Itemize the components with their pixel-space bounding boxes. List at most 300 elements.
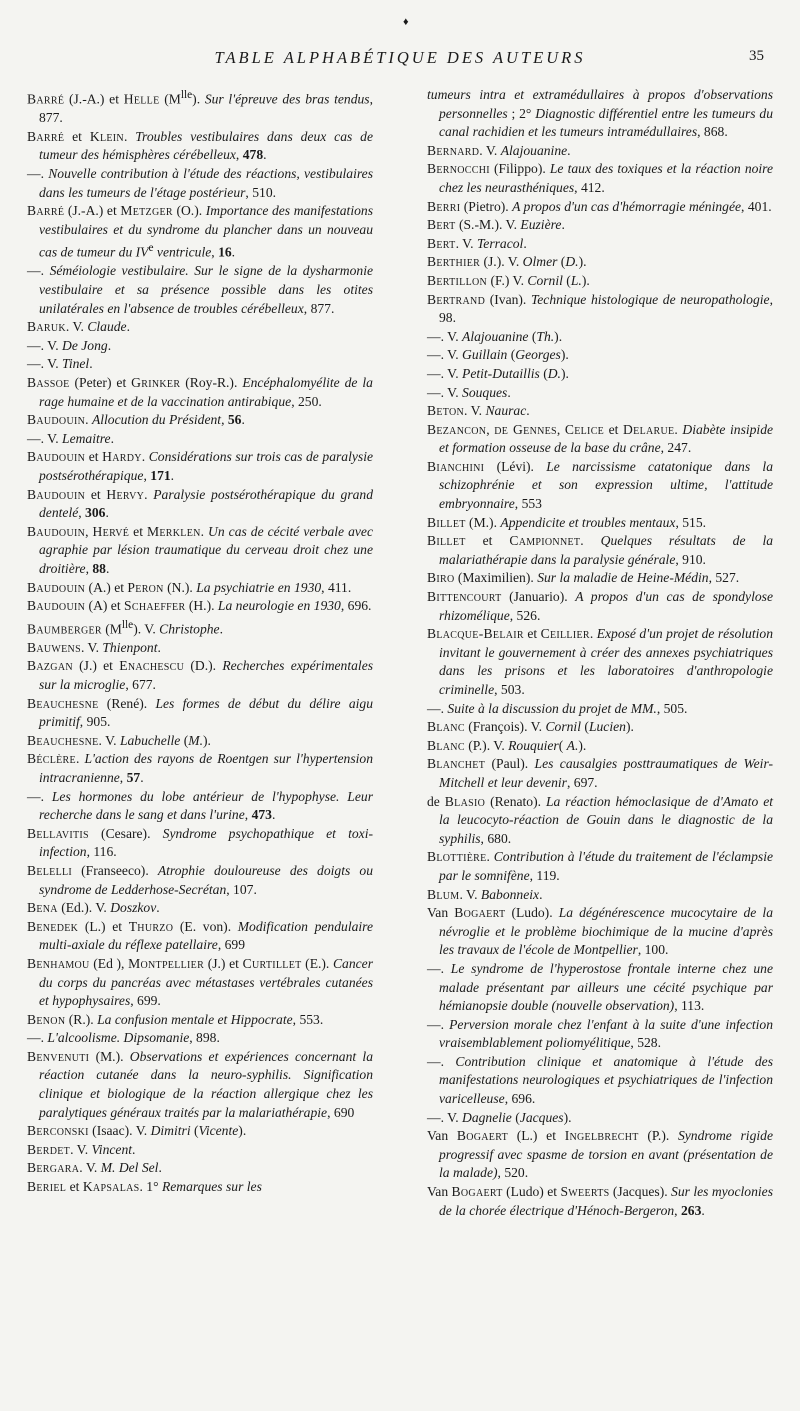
entry-title: Sur les myoclonies de la chorée électrique d'Hénoch-Bergeron — [439, 1184, 773, 1218]
index-entry — [27, 657, 373, 694]
author-name: Bertillon — [427, 272, 488, 288]
entry-text: . — [105, 560, 110, 576]
entry-text: ( — [557, 254, 566, 270]
entry-text: . V. — [65, 319, 88, 335]
index-entry — [427, 272, 773, 291]
author-name: Bittencourt — [427, 589, 502, 605]
page-ref-bold: 16 — [218, 244, 232, 260]
entry-text: (L.) et — [78, 918, 129, 934]
entry-text: . — [89, 356, 93, 372]
entry-text: , 877. — [39, 91, 374, 126]
entry-text: , 680. — [480, 830, 512, 846]
entry-text: , 527. — [708, 570, 740, 586]
author-name: Beauchesne — [27, 695, 99, 711]
index-entry — [427, 365, 773, 384]
entry-text: —. — [27, 263, 50, 279]
entry-text: . — [567, 142, 571, 158]
entry-text: , — [78, 505, 86, 521]
author-name: Bauwens — [27, 639, 81, 655]
author-name: Barré — [27, 128, 65, 144]
running-header — [0, 48, 800, 72]
author-name: Schaeffer — [124, 598, 186, 614]
page-ref-bold: 263 — [680, 1202, 702, 1218]
entry-text: . — [75, 751, 85, 767]
index-entry — [27, 1178, 373, 1197]
entry-text: e — [148, 242, 154, 255]
entry-text: —. — [27, 165, 49, 181]
entry-title: Appendicite et troubles mentaux — [500, 514, 676, 530]
index-entry — [27, 750, 373, 787]
entry-text: (Lévi). — [484, 458, 547, 474]
index-entry — [27, 695, 373, 732]
entry-text: ; 2° — [507, 105, 536, 121]
index-entry — [27, 1029, 373, 1048]
index-entry — [427, 328, 773, 347]
entry-text: , — [85, 523, 93, 539]
entry-text: —. V. — [27, 430, 63, 446]
page-ref-bold: 478 — [242, 147, 264, 163]
index-entry — [427, 291, 773, 328]
entry-text: —. V. — [427, 365, 463, 381]
entry-title: Technique histologique de neuropathologie — [530, 291, 770, 307]
entry-title: Sur la maladie de Heine-Médin — [537, 570, 709, 586]
entry-text: , — [119, 769, 127, 785]
right-column — [427, 86, 773, 1220]
entry-title: La confusion mentale et Hippocrate — [97, 1011, 293, 1027]
author-name: Berri — [427, 198, 461, 214]
entry-title: Diagnostic différentiel entre les tumeurs du canal rachidien et les tumeurs intramédullaires — [439, 105, 773, 140]
entry-text: , 520. — [497, 1165, 529, 1181]
entry-text: , — [244, 807, 252, 823]
index-entry — [27, 448, 373, 485]
entry-title: Considérations sur trois cas de paralysie postsérothérapique — [39, 449, 373, 483]
index-entry — [27, 899, 373, 918]
entry-text: . — [507, 384, 511, 400]
entry-text: (François). V. — [464, 719, 546, 735]
entry-text: , 677. — [125, 677, 156, 692]
index-entry — [427, 402, 773, 421]
author-name: Bert — [427, 235, 456, 251]
entry-text: Van — [427, 1128, 457, 1144]
entry-text: . — [526, 403, 530, 419]
entry-text: , 528. — [630, 1035, 661, 1051]
author-name: Benvenuti — [27, 1048, 90, 1064]
entry-text: . — [170, 467, 175, 483]
entry-title: La réaction hémoclasique de d'Amato et la leucocyto-réaction de Gouin dans le diagnostic de la syphilis — [439, 793, 773, 846]
entry-title: Modification pendulaire multi-axiale du réflexe patellaire — [39, 918, 373, 953]
entry-text: . V. — [464, 403, 486, 419]
index-entry — [27, 1011, 373, 1030]
entry-text: ). V. — [133, 621, 160, 637]
entry-title: La dégénérescence mucocytaire de la névroglie et le problème biochimique de la mucine d'après les travaux de l'école de Montpellier — [439, 905, 773, 958]
entry-title: Alajouanine — [462, 328, 529, 344]
index-entry — [27, 862, 373, 899]
entry-title: Lucien — [588, 719, 626, 735]
author-name: Metzger — [120, 203, 173, 219]
entry-title: Dimitri — [150, 1123, 191, 1139]
author-name: Bernard — [427, 142, 480, 158]
entry-title: Dagnelie — [462, 1109, 512, 1125]
index-entry — [427, 253, 773, 272]
index-entry — [27, 1159, 373, 1178]
entry-text: ( — [180, 732, 189, 748]
entry-title: Atrophie douloureuse des doigts ou syndrome de Ledderhose-Secrétan — [39, 862, 373, 897]
entry-title: Contribution clinique et anatomique à l'étude des manifestations neurologiques et psychiatriques de l'infection varicelleuse — [439, 1053, 774, 1107]
entry-text: (Roy-R.). — [180, 374, 243, 390]
author-name: Billet — [427, 514, 466, 530]
index-entry — [27, 788, 373, 825]
entry-text: , 526. — [509, 607, 541, 623]
entry-title: Doszkov — [110, 900, 157, 916]
entry-title: A. — [566, 737, 579, 753]
author-name: Beriel — [27, 1179, 67, 1195]
entry-title: Georges — [515, 347, 561, 363]
entry-title: Alajouanine — [500, 142, 568, 158]
entry-title: Les formes de début du délire aigu primitif — [39, 695, 373, 730]
entry-text: , 697. — [566, 774, 598, 790]
entry-text: —. V. — [27, 356, 63, 372]
entry-text: ). — [560, 347, 569, 363]
entry-title: M. — [188, 732, 204, 748]
index-entry — [27, 86, 373, 128]
author-name: Enachescu — [119, 658, 185, 674]
author-name: de Gennes — [494, 421, 557, 437]
entry-text: , 412. — [574, 179, 605, 195]
index-entry — [27, 579, 373, 598]
author-name: Blanc — [427, 719, 465, 735]
index-entry — [427, 848, 773, 885]
entry-title: Suite à la discussion du projet de MM. — [447, 700, 657, 716]
author-name: Barré — [27, 91, 65, 107]
author-name: Blanchet — [427, 756, 486, 772]
author-name: Berdet — [27, 1141, 71, 1157]
index-entry — [27, 128, 373, 165]
entry-title: Observations et expériences concernant la réaction cutanée dans la neuro-syphilis. Signification clinique et biologique de la réaction allergique chez les paralytiques généraux traités par la malariathérapie — [39, 1048, 373, 1120]
author-name: Bert — [427, 217, 456, 233]
entry-title: Labuchelle — [119, 732, 181, 748]
entry-text: —. — [427, 1053, 456, 1069]
entry-text: , 510. — [245, 184, 277, 200]
author-name: Belelli — [27, 862, 73, 878]
entry-text: . — [144, 486, 154, 502]
author-name: Baudouin — [27, 598, 86, 614]
index-entry — [27, 732, 373, 751]
entry-text: , 877. — [303, 300, 335, 316]
index-entry — [427, 346, 773, 365]
entry-text: . V. — [455, 235, 477, 251]
index-entry — [27, 523, 373, 579]
entry-text: , 247. — [660, 440, 692, 456]
entry-title: Lemaitre — [62, 430, 111, 446]
entry-text: , 898. — [189, 1030, 220, 1046]
index-entry — [427, 793, 773, 849]
author-name: Campionnet — [509, 533, 581, 549]
entry-title: Nouvelle contribution à l'étude des réactions, vestibulaires dans les tumeurs de l'étage postérieur — [39, 165, 373, 200]
entry-text: , — [674, 1202, 681, 1218]
entry-text: (Renato). — [485, 793, 546, 809]
entry-title: Cornil — [545, 719, 581, 735]
entry-text: . V. — [80, 639, 103, 655]
entry-text: (E. von). — [173, 918, 238, 934]
entry-text: Van — [427, 905, 455, 921]
entry-text: et — [523, 626, 541, 642]
page-number: 35 — [749, 48, 764, 64]
index-entry — [27, 825, 373, 862]
entry-text: et — [465, 533, 510, 549]
entry-text: ( — [511, 1109, 520, 1125]
entry-title: La neurologie en 1930 — [217, 598, 341, 614]
author-name: Merklen — [147, 523, 201, 539]
author-name: Bogaert — [451, 1184, 503, 1200]
entry-text: ). — [563, 1109, 572, 1125]
index-entry — [27, 955, 373, 1011]
entry-text: . — [241, 412, 245, 428]
entry-text: ). — [238, 1123, 247, 1139]
page-ref-bold: 171 — [150, 467, 171, 483]
index-entry — [27, 597, 373, 616]
entry-text: . — [85, 412, 92, 428]
entry-text: (J.-A.) et — [64, 203, 121, 219]
entry-text: ). — [625, 719, 634, 735]
entry-text: . V. — [459, 886, 481, 902]
entry-text: , 116. — [86, 844, 117, 860]
entry-text: et — [85, 449, 103, 465]
entry-title: Jacques — [519, 1109, 564, 1125]
page-ref-bold: 56 — [227, 412, 242, 428]
author-name: Hardy — [102, 449, 142, 465]
author-name: Benhamou — [27, 955, 90, 971]
author-name: Blanc — [427, 737, 465, 753]
entry-title: Paralysie postsérothérapique du grand dentelé — [39, 486, 373, 521]
entry-title: D. — [565, 254, 579, 270]
entry-title: A propos d'un cas de spondylose rhizomélique — [439, 589, 773, 623]
entry-title: Contribution à l'étude du traitement de l'éclampsie par le somnifène — [439, 849, 773, 883]
entry-text: , 699 — [217, 937, 245, 953]
entry-text: . — [141, 449, 149, 465]
author-name: Baudouin — [27, 449, 86, 465]
entry-text: (Cesare). — [88, 825, 163, 841]
entry-text: , — [211, 244, 219, 260]
author-name: Klein — [89, 128, 124, 144]
entry-text: , 868. — [697, 124, 728, 140]
index-entry — [427, 216, 773, 235]
index-entry — [427, 532, 773, 569]
entry-text: , 699. — [130, 993, 161, 1009]
index-entry — [27, 355, 373, 374]
entry-title: Syndrome psychopathique et toxi-infection — [39, 825, 374, 860]
author-name: Bogaert — [456, 1128, 508, 1144]
entry-text: —. — [427, 1016, 450, 1032]
entry-title: L'alcoolisme. Dipsomanie — [47, 1030, 190, 1046]
entry-title: tumeurs intra et extramédullaires à propos d'observations personnelles — [427, 87, 773, 121]
entry-text: (O.). — [172, 203, 206, 219]
entry-text: (J.) et — [72, 658, 120, 674]
entry-text: . — [539, 886, 543, 902]
entry-text: (Filippo). — [489, 161, 550, 177]
index-entry — [27, 411, 373, 430]
author-name: Blum — [427, 886, 460, 902]
entry-title: L. — [570, 272, 582, 288]
header-title: TABLE ALPHABÉTIQUE DES AUTEURS — [214, 48, 586, 67]
entry-text: —. — [427, 700, 448, 716]
entry-text: . — [158, 1160, 162, 1176]
entry-text: —. V. — [427, 328, 463, 344]
entry-text: (Maximilien). — [454, 570, 538, 586]
index-entry — [427, 235, 773, 254]
entry-text: . — [589, 626, 597, 642]
entry-text: . V. — [79, 1160, 101, 1176]
entry-text: (Januario). — [501, 589, 576, 605]
entry-text: ). — [578, 737, 587, 753]
index-entry — [27, 262, 373, 318]
index-entry — [427, 718, 773, 737]
index-entry — [27, 918, 373, 955]
author-name: Benedek — [27, 918, 79, 934]
author-name: Béclère — [27, 751, 76, 767]
entry-text: (L.) et — [507, 1128, 565, 1144]
entry-title: Euzière — [520, 217, 562, 233]
entry-text: , 98. — [439, 291, 773, 326]
entry-title: Cancer du corps du pancréas avec métastases vertébrales cutanées et hypophysaires — [39, 955, 374, 1009]
entry-text: . — [126, 319, 131, 335]
entry-title: Encéphalomyélite de la rage humaine et de la vaccination antirabique — [39, 374, 373, 409]
entry-text: et — [85, 486, 107, 502]
author-name: Berconski — [27, 1123, 89, 1139]
entry-text: . — [486, 849, 494, 865]
entry-text: —. V. — [27, 337, 63, 353]
entry-text: (M — [101, 621, 122, 637]
entry-title: Claude — [87, 319, 127, 335]
author-name: Hervy — [106, 486, 145, 502]
entry-text: , 553 — [514, 496, 542, 512]
entry-text: (M.). — [465, 514, 501, 530]
index-entry — [27, 1122, 373, 1141]
author-name: Biro — [427, 570, 455, 586]
index-entry — [427, 904, 773, 960]
author-name: Baudouin — [27, 579, 86, 595]
index-entry — [27, 430, 373, 449]
author-name: Hervé — [92, 523, 130, 539]
top-mark: ♦ — [403, 16, 409, 28]
entry-title: Olmer — [522, 254, 558, 270]
entry-text: , — [235, 147, 243, 163]
index-entry — [427, 384, 773, 403]
entry-title: ventricule — [153, 244, 212, 260]
entry-text: (P.). — [638, 1128, 678, 1144]
author-name: Bertrand — [427, 291, 486, 307]
index-entry — [27, 318, 373, 337]
index-entry — [27, 337, 373, 356]
entry-title: Terracol — [476, 235, 524, 251]
index-entry — [427, 569, 773, 588]
entry-title: De Jong — [62, 337, 108, 353]
entry-title: Séméiologie vestibulaire. Sur le signe de la dysharmonie vestibulaire et sa présence possible dans les otites unilatérales en l'absence de troubles cérébelleux — [39, 263, 373, 316]
author-name: Baudouin — [27, 486, 86, 502]
author-name: Baudouin — [27, 523, 86, 539]
entry-text: (Isaac). V. — [88, 1123, 151, 1139]
index-entry — [427, 700, 773, 719]
author-name: Bernocchi — [427, 161, 490, 177]
entry-title: A propos d'un cas d'hémorragie méningée — [512, 198, 742, 214]
entry-text: , 503. — [494, 682, 525, 697]
index-entry — [427, 625, 773, 699]
author-name: Celice — [564, 421, 605, 437]
index-entry — [427, 1183, 773, 1220]
entry-text: (J.). V. — [480, 254, 523, 270]
author-name: Bogaert — [454, 905, 506, 921]
author-name: Thurzo — [128, 918, 174, 934]
entry-text: ). — [560, 365, 569, 381]
entry-title: Petit-Dutaillis — [462, 365, 540, 381]
entry-text: , — [556, 421, 565, 437]
entry-text: et — [64, 128, 90, 144]
index-entry — [427, 1127, 773, 1183]
author-name: Bena — [27, 900, 58, 916]
author-name: Baudouin — [27, 412, 86, 428]
entry-text: ( — [190, 1123, 199, 1139]
entry-text: —. — [27, 1030, 48, 1046]
index-entry — [27, 616, 373, 639]
entry-title: Naurac — [485, 403, 527, 419]
author-name: Beton — [427, 403, 465, 419]
author-name: Grinker — [131, 374, 181, 390]
entry-text: lle — [180, 89, 193, 101]
entry-title: Souques — [462, 384, 508, 400]
author-name: Barré — [27, 203, 65, 219]
entry-text: . — [200, 523, 209, 539]
index-entry — [27, 1141, 373, 1160]
entry-title: Un cas de cécité verbale avec agraphie par lésion traumatique du cerveau droit chez une droitière — [39, 523, 373, 576]
entry-text: ). — [578, 254, 587, 270]
entry-text: (R.). — [65, 1011, 98, 1027]
author-name: Bianchini — [427, 458, 485, 474]
entry-title: Les hormones du lobe antérieur de l'hypophyse. Leur recherche dans le sang et dans l'urine — [39, 788, 373, 823]
index-entry — [427, 1109, 773, 1128]
entry-text: (Franseeco). — [72, 862, 158, 878]
entry-text: . V. — [70, 1141, 92, 1157]
entry-text: de — [427, 793, 445, 809]
entry-text: , — [143, 467, 151, 483]
entry-text: (Ludo). — [505, 905, 559, 921]
entry-text: , — [85, 560, 93, 576]
entry-text: , 515. — [675, 514, 707, 530]
entry-text: , 113. — [674, 998, 705, 1014]
entry-title: Tinel — [62, 356, 90, 372]
author-name: Blasio — [444, 793, 486, 809]
entry-text: ( — [539, 365, 548, 381]
entry-text: . — [157, 639, 161, 655]
entry-text: ( — [507, 347, 516, 363]
entry-text: (P.). V. — [464, 737, 509, 753]
index-entry — [427, 960, 773, 1016]
index-entry — [427, 755, 773, 792]
entry-title: D. — [547, 365, 561, 381]
entry-text: ( — [528, 328, 537, 344]
author-name: Berthier — [427, 254, 481, 270]
entry-text: , 119. — [529, 867, 560, 883]
entry-title: Exposé d'un projet de résolution invitant le gouvernement à créer des annexes psychiatriques dans les prisons et les laboratoires d'anthropologie criminelle — [439, 626, 774, 697]
author-name: Baumberger — [27, 621, 102, 637]
entry-text: (Ed ), — [89, 955, 129, 971]
author-name: Bazgan — [27, 658, 73, 674]
entry-title: Le syndrome de l'hyperostose frontale interne chez une malade présentant par ailleurs une cécité psychique par hémianopsie double (nouvelle observation) — [439, 960, 773, 1014]
author-name: Helle — [123, 91, 160, 107]
author-name: Sweerts — [560, 1184, 610, 1200]
entry-text: , 411. — [321, 579, 352, 595]
index-entry — [427, 886, 773, 905]
author-name: Billet — [427, 533, 466, 549]
index-entry — [427, 737, 773, 756]
